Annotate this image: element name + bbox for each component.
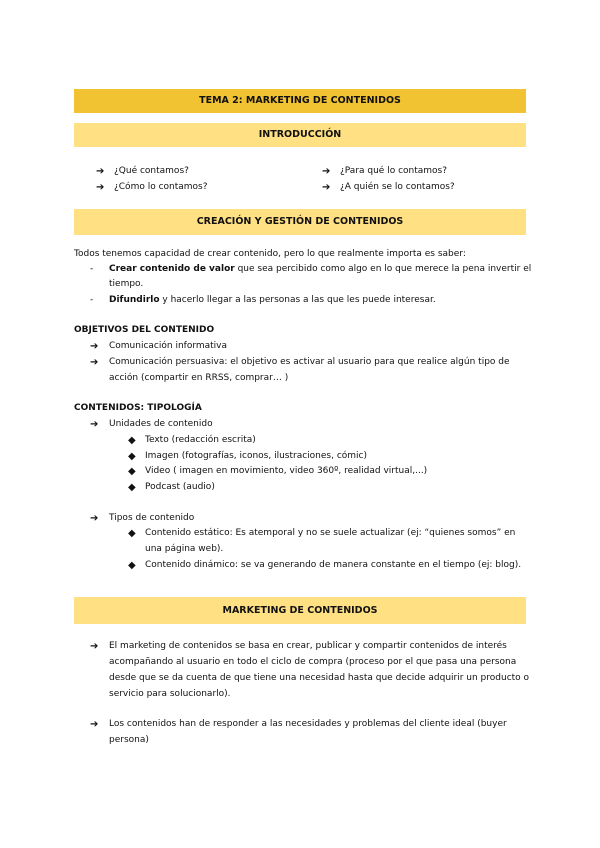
arrow-icon: ➔ [90,719,99,730]
arrow-icon: ➔ [90,357,99,368]
dash-bullet: - [90,264,94,274]
creacion-band [74,209,526,235]
dash-bullet: - [90,295,94,305]
arrow-icon: ➔ [90,641,99,652]
unidades-label: Unidades de contenido [109,419,213,429]
unidades-item-1: Texto (redacción escrita) [145,435,256,445]
creacion-item-2-bold: Difundirlo [109,295,160,305]
tipologia-heading: CONTENIDOS: TIPOLOGÍA [74,403,202,413]
arrow-icon: ➔ [96,182,105,193]
creacion-item-1-bold: Crear contenido de valor [109,264,235,274]
objetivos-heading: OBJETIVOS DEL CONTENIDO [74,325,215,335]
tipos-label: Tipos de contenido [109,513,195,523]
arrow-icon: ➔ [322,166,331,177]
unidades-item-4: Podcast (audio) [145,482,215,492]
creacion-item-2 [109,293,436,309]
arrow-icon: ➔ [90,419,99,430]
unidades-item-2: Imagen (fotografías, iconos, ilustraciones, cómic) [145,451,367,461]
arrow-icon: ➔ [90,341,99,352]
question-2: ¿Cómo lo contamos? [114,182,208,192]
marketing-p1-line-4: servicio para solucionarlo). [109,689,231,699]
arrow-icon: ➔ [322,182,331,193]
question-1: ¿Qué contamos? [114,166,189,176]
intro-heading: INTRODUCCIÓN [258,129,342,140]
diamond-bullet-icon: ◆ [128,528,136,539]
page-title: TEMA 2: MARKETING DE CONTENIDOS [199,95,401,106]
marketing-p2-line-2: persona) [109,735,149,745]
objetivos-item-2-cont: acción (compartir en RRSS, comprar… ) [109,373,289,383]
title-band [74,89,526,113]
marketing-p1-line-1: El marketing de contenidos se basa en crear, publicar y compartir contenidos de interés [109,641,507,651]
question-3: ¿Para qué lo contamos? [340,166,448,176]
creacion-intro: Todos tenemos capacidad de crear contenido, pero lo que realmente importa es saber: [74,249,466,259]
objetivos-item-2: Comunicación persuasiva: el objetivo es activar al usuario para que realice algún tipo de [109,357,510,367]
estatico-item: Contenido estático: Es atemporal y no se suele actualizar (ej: “quienes somos” en [145,528,516,538]
marketing-p1-line-2: acompañando al usuario en todo el ciclo de compra (proceso por el que pasa una persona [109,657,517,667]
marketing-p1-line-3: desde que se da cuenta de que tiene una necesidad hasta que decide adquirir un producto o [109,673,530,683]
diamond-bullet-icon: ◆ [128,451,136,462]
diamond-bullet-icon: ◆ [128,482,136,493]
marketing-band [74,597,526,624]
estatico-item-cont: una página web). [145,544,224,554]
marketing-heading: MARKETING DE CONTENIDOS [222,605,378,616]
arrow-icon: ➔ [96,166,105,177]
diamond-bullet-icon: ◆ [128,466,136,477]
unidades-item-3: Video ( imagen en movimiento, video 360º, realidad virtual,...) [145,466,428,476]
objetivos-item-1: Comunicación informativa [109,341,228,351]
creacion-item-1-rest: que sea percibido como algo en lo que merece la pena invertir el [234,264,532,274]
diamond-bullet-icon: ◆ [128,560,136,571]
intro-band [74,123,526,147]
dinamico-item: Contenido dinámico: se va generando de manera constante en el tiempo (ej: blog). [145,560,522,570]
creacion-item-1 [109,262,531,278]
diamond-bullet-icon: ◆ [128,435,136,446]
marketing-p2-line-1: Los contenidos han de responder a las necesidades y problemas del cliente ideal (buyer [109,719,507,729]
creacion-item-2-rest: y hacerlo llegar a las personas a las que les puede interesar. [159,295,436,305]
arrow-icon: ➔ [90,513,99,524]
creacion-item-1-cont: tiempo. [109,279,144,289]
question-4: ¿A quién se lo contamos? [340,182,455,192]
creacion-heading: CREACIÓN Y GESTIÓN DE CONTENIDOS [196,216,404,227]
